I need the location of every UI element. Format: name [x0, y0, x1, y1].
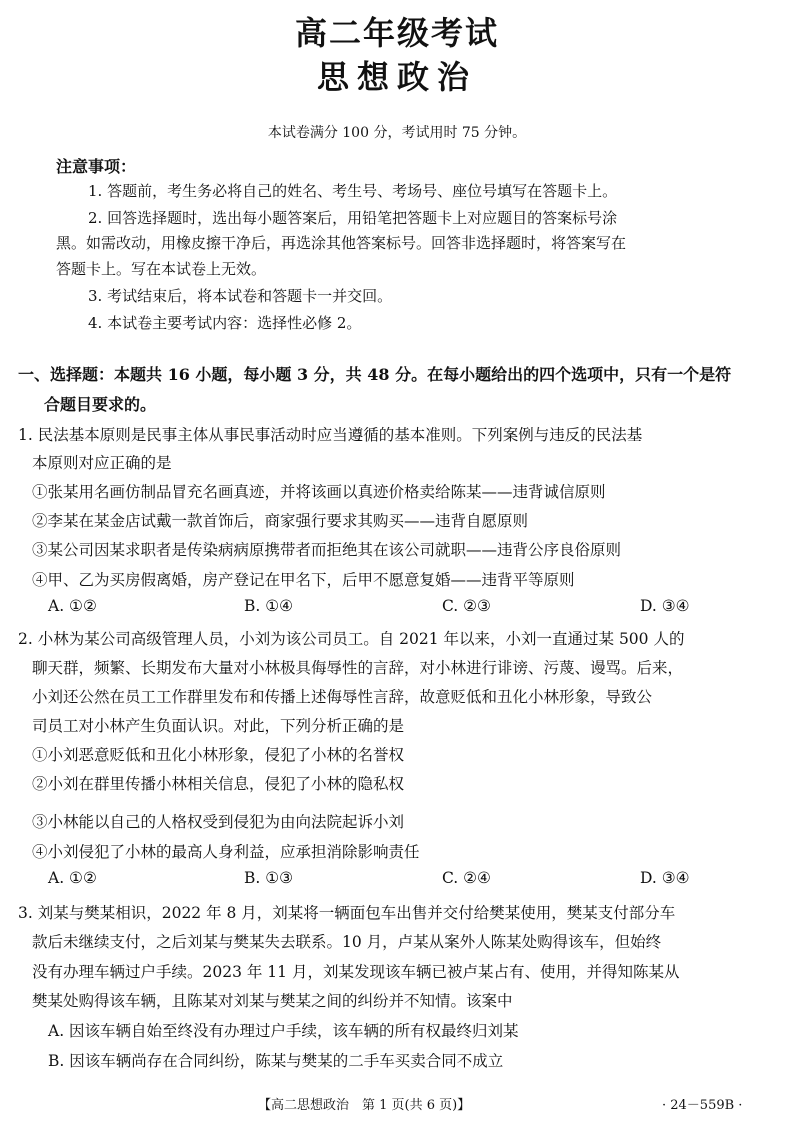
exam-subject: 思想政治: [316, 58, 477, 96]
question-1-stem: 本原则对应正确的是: [32, 454, 172, 472]
question-2-stem: 2. 小林为某公司高级管理人员，小刘为该公司员工。自 2021 年以来，小刘一直通过某 500 人的: [18, 630, 685, 648]
notice-line: 1. 答题前，考生务必将自己的姓名、考生号、考场号、座位号填写在答题卡上。: [88, 182, 618, 200]
footer-page-info: 【高二思想政治 第 1 页(共 6 页)】: [258, 1098, 471, 1113]
question-2-options: [48, 869, 748, 891]
question-1-stem: 1. 民法基本原则是民事主体从事民事活动时应当遵循的基本准则。下列案例与违反的民法基: [18, 426, 643, 444]
question-2-statement: ①小刘恶意贬低和丑化小林形象，侵犯了小林的名誉权: [32, 746, 405, 764]
exam-info: 本试卷满分 100 分，考试用时 75 分钟。: [267, 125, 527, 141]
notice-line: 黑。如需改动，用橡皮擦干净后，再选涂其他答案标号。回答非选择题时，将答案写在: [56, 234, 627, 252]
option-c: C. ②③: [442, 597, 491, 615]
option-c: C. ②④: [442, 869, 491, 887]
section-heading: 合题目要求的。: [44, 395, 157, 414]
question-1-statement: ①张某用名画仿制品冒充名画真迹，并将该画以真迹价格卖给陈某——违背诚信原则: [32, 483, 606, 501]
question-3-stem: 樊某处购得该车辆，且陈某对刘某与樊某之间的纠纷并不知情。该案中: [32, 992, 513, 1010]
option-b: B. ①④: [244, 597, 294, 615]
footer-code: · 24－559B ·: [662, 1098, 743, 1113]
question-2-stem: 小刘还公然在员工工作群里发布和传播上述侮辱性言辞，故意贬低和丑化小林形象，导致公: [32, 688, 653, 706]
section-heading: 一、选择题：本题共 16 小题，每小题 3 分，共 48 分。在每小题给出的四个选项中，只有一个是符: [18, 365, 732, 384]
question-1-options: [48, 597, 748, 619]
option-d: D. ③④: [640, 869, 690, 887]
option-d: D. ③④: [640, 597, 690, 615]
option-b: B. ①③: [244, 869, 294, 887]
question-3-option-b: B. 因该车辆尚存在合同纠纷，陈某与樊某的二手车买卖合同不成立: [48, 1052, 504, 1070]
question-3-stem: 没有办理车辆过户手续。2023 年 11 月，刘某发现该车辆已被卢某占有、使用，并得知陈某从: [32, 963, 680, 981]
question-1-statement: ③某公司因某求职者是传染病病原携带者而拒绝其在该公司就职——违背公序良俗原则: [32, 541, 622, 559]
question-2-statement: ②小刘在群里传播小林相关信息，侵犯了小林的隐私权: [32, 775, 405, 793]
option-a: A. ①②: [48, 869, 97, 887]
exam-title: 高二年级考试: [294, 14, 499, 52]
question-3-stem: 3. 刘某与樊某相识，2022 年 8 月，刘某将一辆面包车出售并交付给樊某使用，樊某支付部分车: [18, 904, 676, 922]
notice-heading: 注意事项：: [56, 157, 137, 176]
notice-line: 答题卡上。写在本试卷上无效。: [56, 260, 267, 278]
notice-line: 4. 本试卷主要考试内容：选择性必修 2。: [88, 314, 362, 332]
question-2-statement: ④小刘侵犯了小林的最高人身利益，应承担消除影响责任: [32, 843, 420, 861]
question-2-stem: 司员工对小林产生负面认识。对此，下列分析正确的是: [32, 717, 405, 735]
question-1-statement: ④甲、乙为买房假离婚，房产登记在甲名下，后甲不愿意复婚——违背平等原则: [32, 571, 575, 589]
option-a: A. ①②: [48, 597, 97, 615]
question-1-statement: ②李某在某金店试戴一款首饰后，商家强行要求其购买——违背自愿原则: [32, 512, 529, 530]
notice-line: 3. 考试结束后，将本试卷和答题卡一并交回。: [88, 287, 393, 305]
question-3-stem: 款后未继续支付，之后刘某与樊某失去联系。10 月，卢某从案外人陈某处购得该车，但始终: [32, 933, 662, 951]
notice-line: 2. 回答选择题时，选出每小题答案后，用铅笔把答题卡上对应题目的答案标号涂: [88, 209, 618, 227]
question-2-statement: ③小林能以自己的人格权受到侵犯为由向法院起诉小刘: [32, 813, 405, 831]
question-3-option-a: A. 因该车辆自始至终没有办理过户手续，该车辆的所有权最终归刘某: [48, 1022, 519, 1040]
question-2-stem: 聊天群，频繁、长期发布大量对小林极具侮辱性的言辞，对小林进行诽谤、污蔑、谩骂。后来，: [32, 659, 684, 677]
